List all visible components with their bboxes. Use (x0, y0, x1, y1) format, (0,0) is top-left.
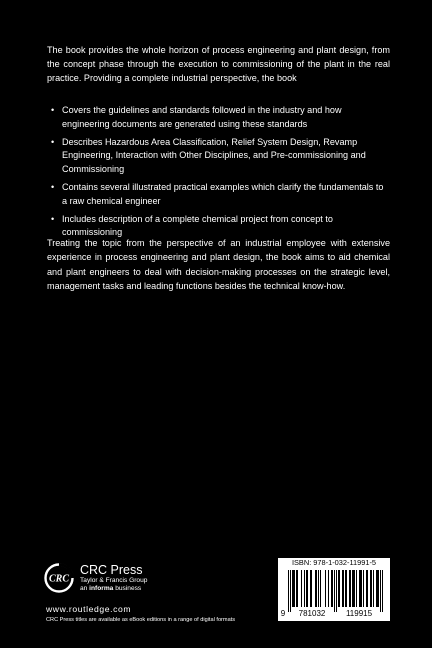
publisher-group: Taylor & Francis Group (80, 577, 148, 584)
barcode-bar (377, 570, 378, 607)
publisher-name: CRC Press (80, 563, 143, 577)
barcode-bar (356, 570, 357, 607)
barcode-bar (311, 570, 312, 607)
barcode-bar (331, 570, 332, 607)
barcode-bar (366, 570, 367, 607)
barcode-bar (342, 570, 343, 607)
barcode-bar (349, 570, 350, 607)
intro-paragraph: The book provides the whole horizon of process engineering and plant design, from the concept phase through the execution to commissioning of the plant in the real practice. Providing a complete industrial perspective, the book (47, 45, 390, 83)
isbn-barcode (278, 558, 390, 621)
closing-paragraph: Treating the topic from the perspective of an industrial employee with extensive experience in process engineering and plant design, the book aims to aid chemical and plant engineers to deal with decision-making processes on the strategic level, management tasks and leading functions besides the technical know-how. (47, 238, 390, 291)
barcode-bar (292, 570, 293, 607)
feature-item: • Covers the guidelines and standards followed in the industry and how engineering documents are generated using these standards (50, 104, 390, 132)
barcode-bar (294, 570, 295, 607)
barcode-bar (336, 570, 337, 612)
barcode-bar (346, 570, 347, 607)
barcode-graphic (278, 569, 390, 621)
barcode-bar (307, 570, 308, 607)
barcode-bar (290, 570, 291, 612)
barcode-digits: 9 (280, 609, 286, 618)
barcode-bar (306, 570, 307, 607)
crc-press-logo (44, 563, 74, 593)
feature-item: • Describes Hazardous Area Classification, Relief System Design, Revamp Engineering, Interaction with Other Disciplines, and Pre-commissioning and Commissioning (50, 136, 390, 177)
feature-list (50, 104, 390, 244)
barcode-bar (338, 570, 339, 607)
barcode-bar (343, 570, 344, 607)
barcode-bar (354, 570, 355, 607)
barcode-bar (363, 570, 364, 607)
barcode-bar (339, 570, 340, 607)
barcode-bar (359, 570, 360, 607)
informa-bold: informa (89, 585, 114, 592)
barcode-bar (320, 570, 321, 607)
publisher-informa (80, 585, 141, 593)
barcode-bar (310, 570, 311, 607)
barcode-bar (367, 570, 368, 607)
barcode-bar (361, 570, 362, 607)
barcode-bar (371, 570, 372, 607)
barcode-bar (315, 570, 316, 607)
barcode-bar (360, 570, 361, 607)
barcode-digits: 781032 (298, 609, 326, 618)
barcode-bar (325, 570, 326, 607)
barcode-bar (352, 570, 353, 607)
barcode-bar (380, 570, 381, 612)
barcode-bar (382, 570, 383, 612)
barcode-bar (373, 570, 374, 607)
informa-prefix: an (80, 585, 90, 592)
barcode-bar (316, 570, 317, 607)
barcode-bar (332, 570, 333, 607)
barcode-bar (376, 570, 377, 607)
barcode-digits: 119915 (345, 609, 373, 618)
crc-logo-lettering: CRC (48, 573, 70, 585)
publisher-website: www.routledge.com (46, 604, 132, 614)
barcode-bar (301, 570, 302, 607)
barcode-bar (353, 570, 354, 607)
barcode-bar (318, 570, 319, 607)
barcode-bar (328, 570, 329, 607)
barcode-bar (297, 570, 298, 607)
barcode-bar (304, 570, 305, 607)
barcode-bar (378, 570, 379, 607)
barcode-bar (288, 570, 289, 612)
feature-item: • Includes description of a complete chemical project from concept to commissioning (50, 213, 390, 241)
ebook-note: CRC Press titles are available as eBook editions in a range of digital formats (46, 617, 236, 623)
barcode-bar (293, 570, 294, 607)
barcode-bar (350, 570, 351, 607)
informa-suffix: business (113, 585, 142, 592)
barcode-bar (296, 570, 297, 607)
barcode-bar (334, 570, 335, 612)
isbn-label: ISBN: 978-1-032-11991-5 (291, 558, 377, 567)
barcode-bar (370, 570, 371, 607)
barcode-bar (345, 570, 346, 607)
feature-item: • Contains several illustrated practical examples which clarify the fundamentals to a raw chemical engineer (50, 181, 390, 209)
